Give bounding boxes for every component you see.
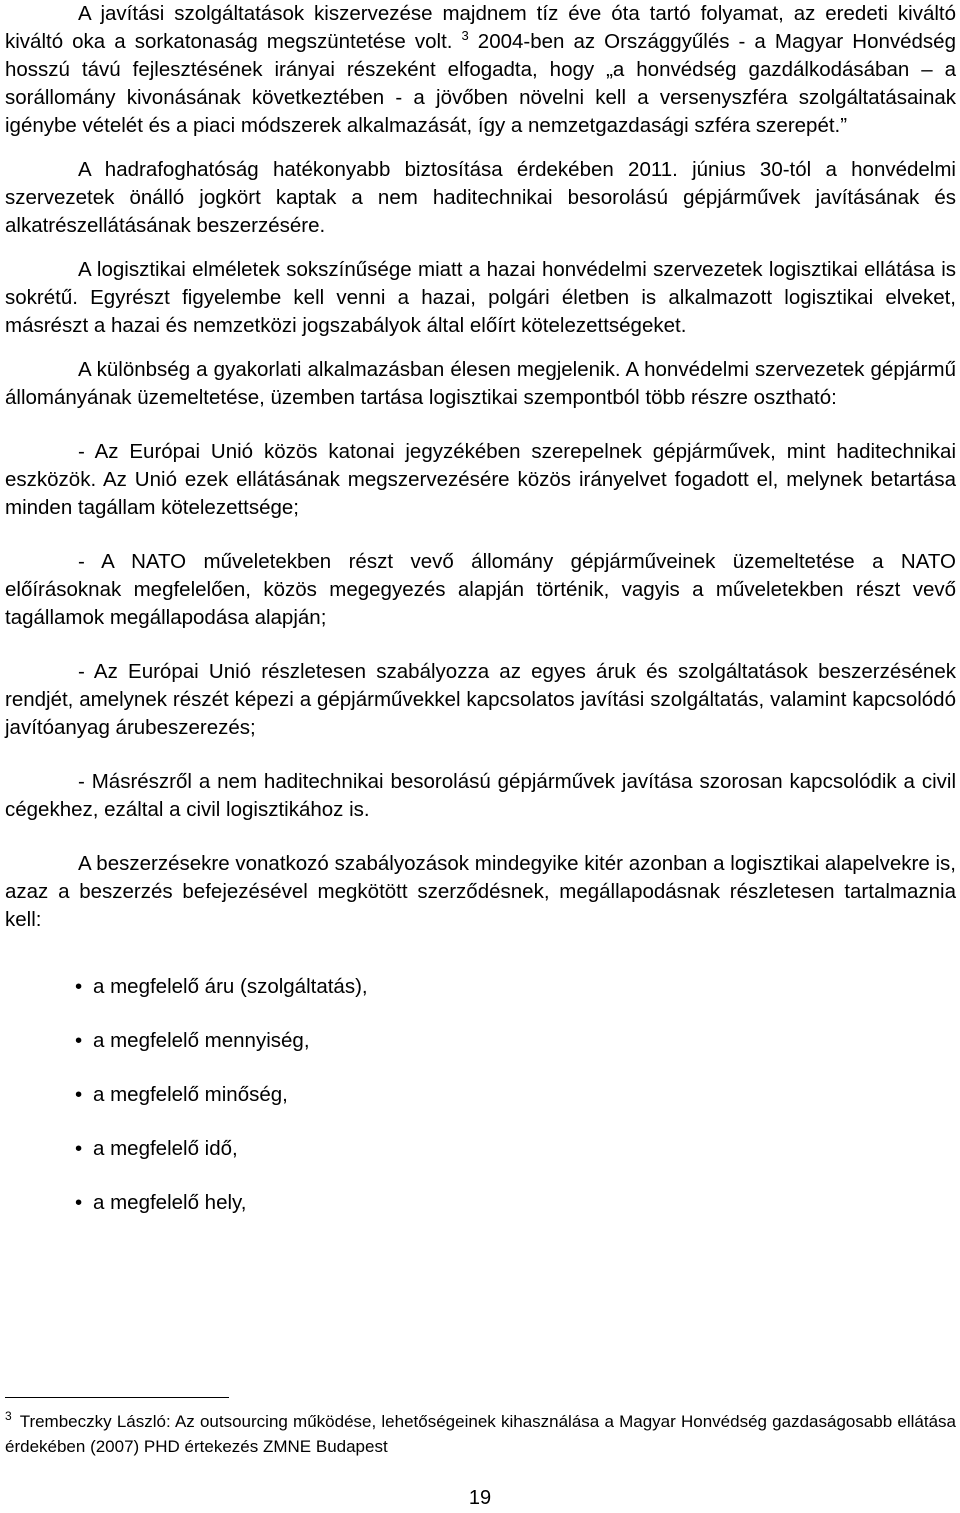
list-item-text: a megfelelő mennyiség, [93,1029,310,1052]
bullet-icon: • [75,1029,83,1052]
list-item [5,1081,956,1135]
page-body [5,0,956,1243]
list-item-text: a megfelelő áru (szolgáltatás), [93,975,368,998]
paragraph-8: - Másrészről a nem haditechnikai besorolású gépjárművek javítása szorosan kapcsolódik a civil cégekhez, ezáltal a civil logisztikához is. [5,770,956,821]
footnote-text: Trembeczky László: Az outsourcing működése, lehetőségeinek kihasználása a Magyar Honvédség gazdaságosabb ellátása érdekében (2007) PHD értekezés ZMNE Budapest [5,1412,956,1456]
bullet-icon: • [75,1191,83,1214]
paragraph-9: A beszerzésekre vonatkozó szabályozások mindegyike kitér azonban a logisztikai alapelvekre is, azaz a beszerzés befejezésével megkötött szerződésnek, megállapodásnak részletesen tartalmaznia kell: [5,852,956,931]
footnote [5,1409,956,1459]
bullet-icon: • [75,1083,83,1106]
list-item-text: a megfelelő minőség, [93,1083,288,1106]
paragraph-2: A hadrafoghatóság hatékonyabb biztosítása érdekében 2011. június 30-tól a honvédelmi szervezetek önálló jogkört kaptak a nem haditechnikai besorolású gépjárművek javításának és alkatrészellátásának beszerzésére. [5,158,956,237]
paragraph-1 [5,0,956,140]
paragraph-3: A logisztikai elméletek sokszínűsége miatt a hazai honvédelmi szervezetek logisztikai ellátása is sokrétű. Egyrészt figyelembe kell venni a hazai, polgári életben is alkalmazott logisztikai elveket, másrészt a hazai és nemzetközi jogszabályok által előírt kötelezettségeket. [5,258,956,337]
footnote-reference[interactable]: 3 [461,28,469,44]
requirements-list [5,973,956,1243]
paragraph-1-continuation: 2004-ben az Országgyűlés - a Magyar Honvédség hosszú távú fejlesztésének irányai részeként elfogadta, hogy „a honvédség gazdálkodásában – a sorállomány kivonásának következtében - a jövőben növelni kell a versenyszféra szolgáltatásainak igénybe vételét és a piaci módszerek alkalmazását, így a nemzetgazdasági szféra szerepét.” [5,30,956,137]
page-number: 19 [468,1487,492,1509]
footnote-separator [5,1397,229,1398]
list-item [5,1027,956,1081]
list-item-text: a megfelelő hely, [93,1191,247,1214]
list-item [5,1135,956,1189]
footnote-number: 3 [5,1409,12,1424]
paragraph-7: - Az Európai Unió részletesen szabályozza az egyes áruk és szolgáltatások beszerzésének rendjét, amelynek részét képezi a gépjárművekkel kapcsolatos javítási szolgáltatás, valamint kapcsolódó javítóanyag árubeszerezés; [5,660,956,739]
paragraph-4: A különbség a gyakorlati alkalmazásban élesen megjelenik. A honvédelmi szervezetek gépjármű állományának üzemeltetése, üzemben tartása logisztikai szempontból több részre osztható: [5,358,956,409]
bullet-icon: • [75,1137,83,1160]
paragraph-5: - Az Európai Unió közös katonai jegyzékében szerepelnek gépjárművek, mint haditechnikai eszközök. Az Unió ezek ellátásának megszervezésére közös irányelvet fogadott el, melynek betartása minden tagállam kötelezettsége; [5,440,956,519]
list-item [5,973,956,1027]
paragraph-6: - A NATO műveletekben részt vevő állomány gépjárműveinek üzemeltetése a NATO előírásoknak megfelelően, közös megegyezés alapján történik, vagyis a műveletekben részt vevő tagállamok megállapodása alapján; [5,550,956,629]
paragraph-1-text: A javítási szolgáltatások kiszervezése majdnem tíz éve óta tartó folyamat, az eredeti kiváltó kiváltó oka a sorkatonaság megszüntetése volt. [5,2,956,53]
list-item [5,1189,956,1243]
bullet-icon: • [75,975,83,998]
list-item-text: a megfelelő idő, [93,1137,238,1160]
